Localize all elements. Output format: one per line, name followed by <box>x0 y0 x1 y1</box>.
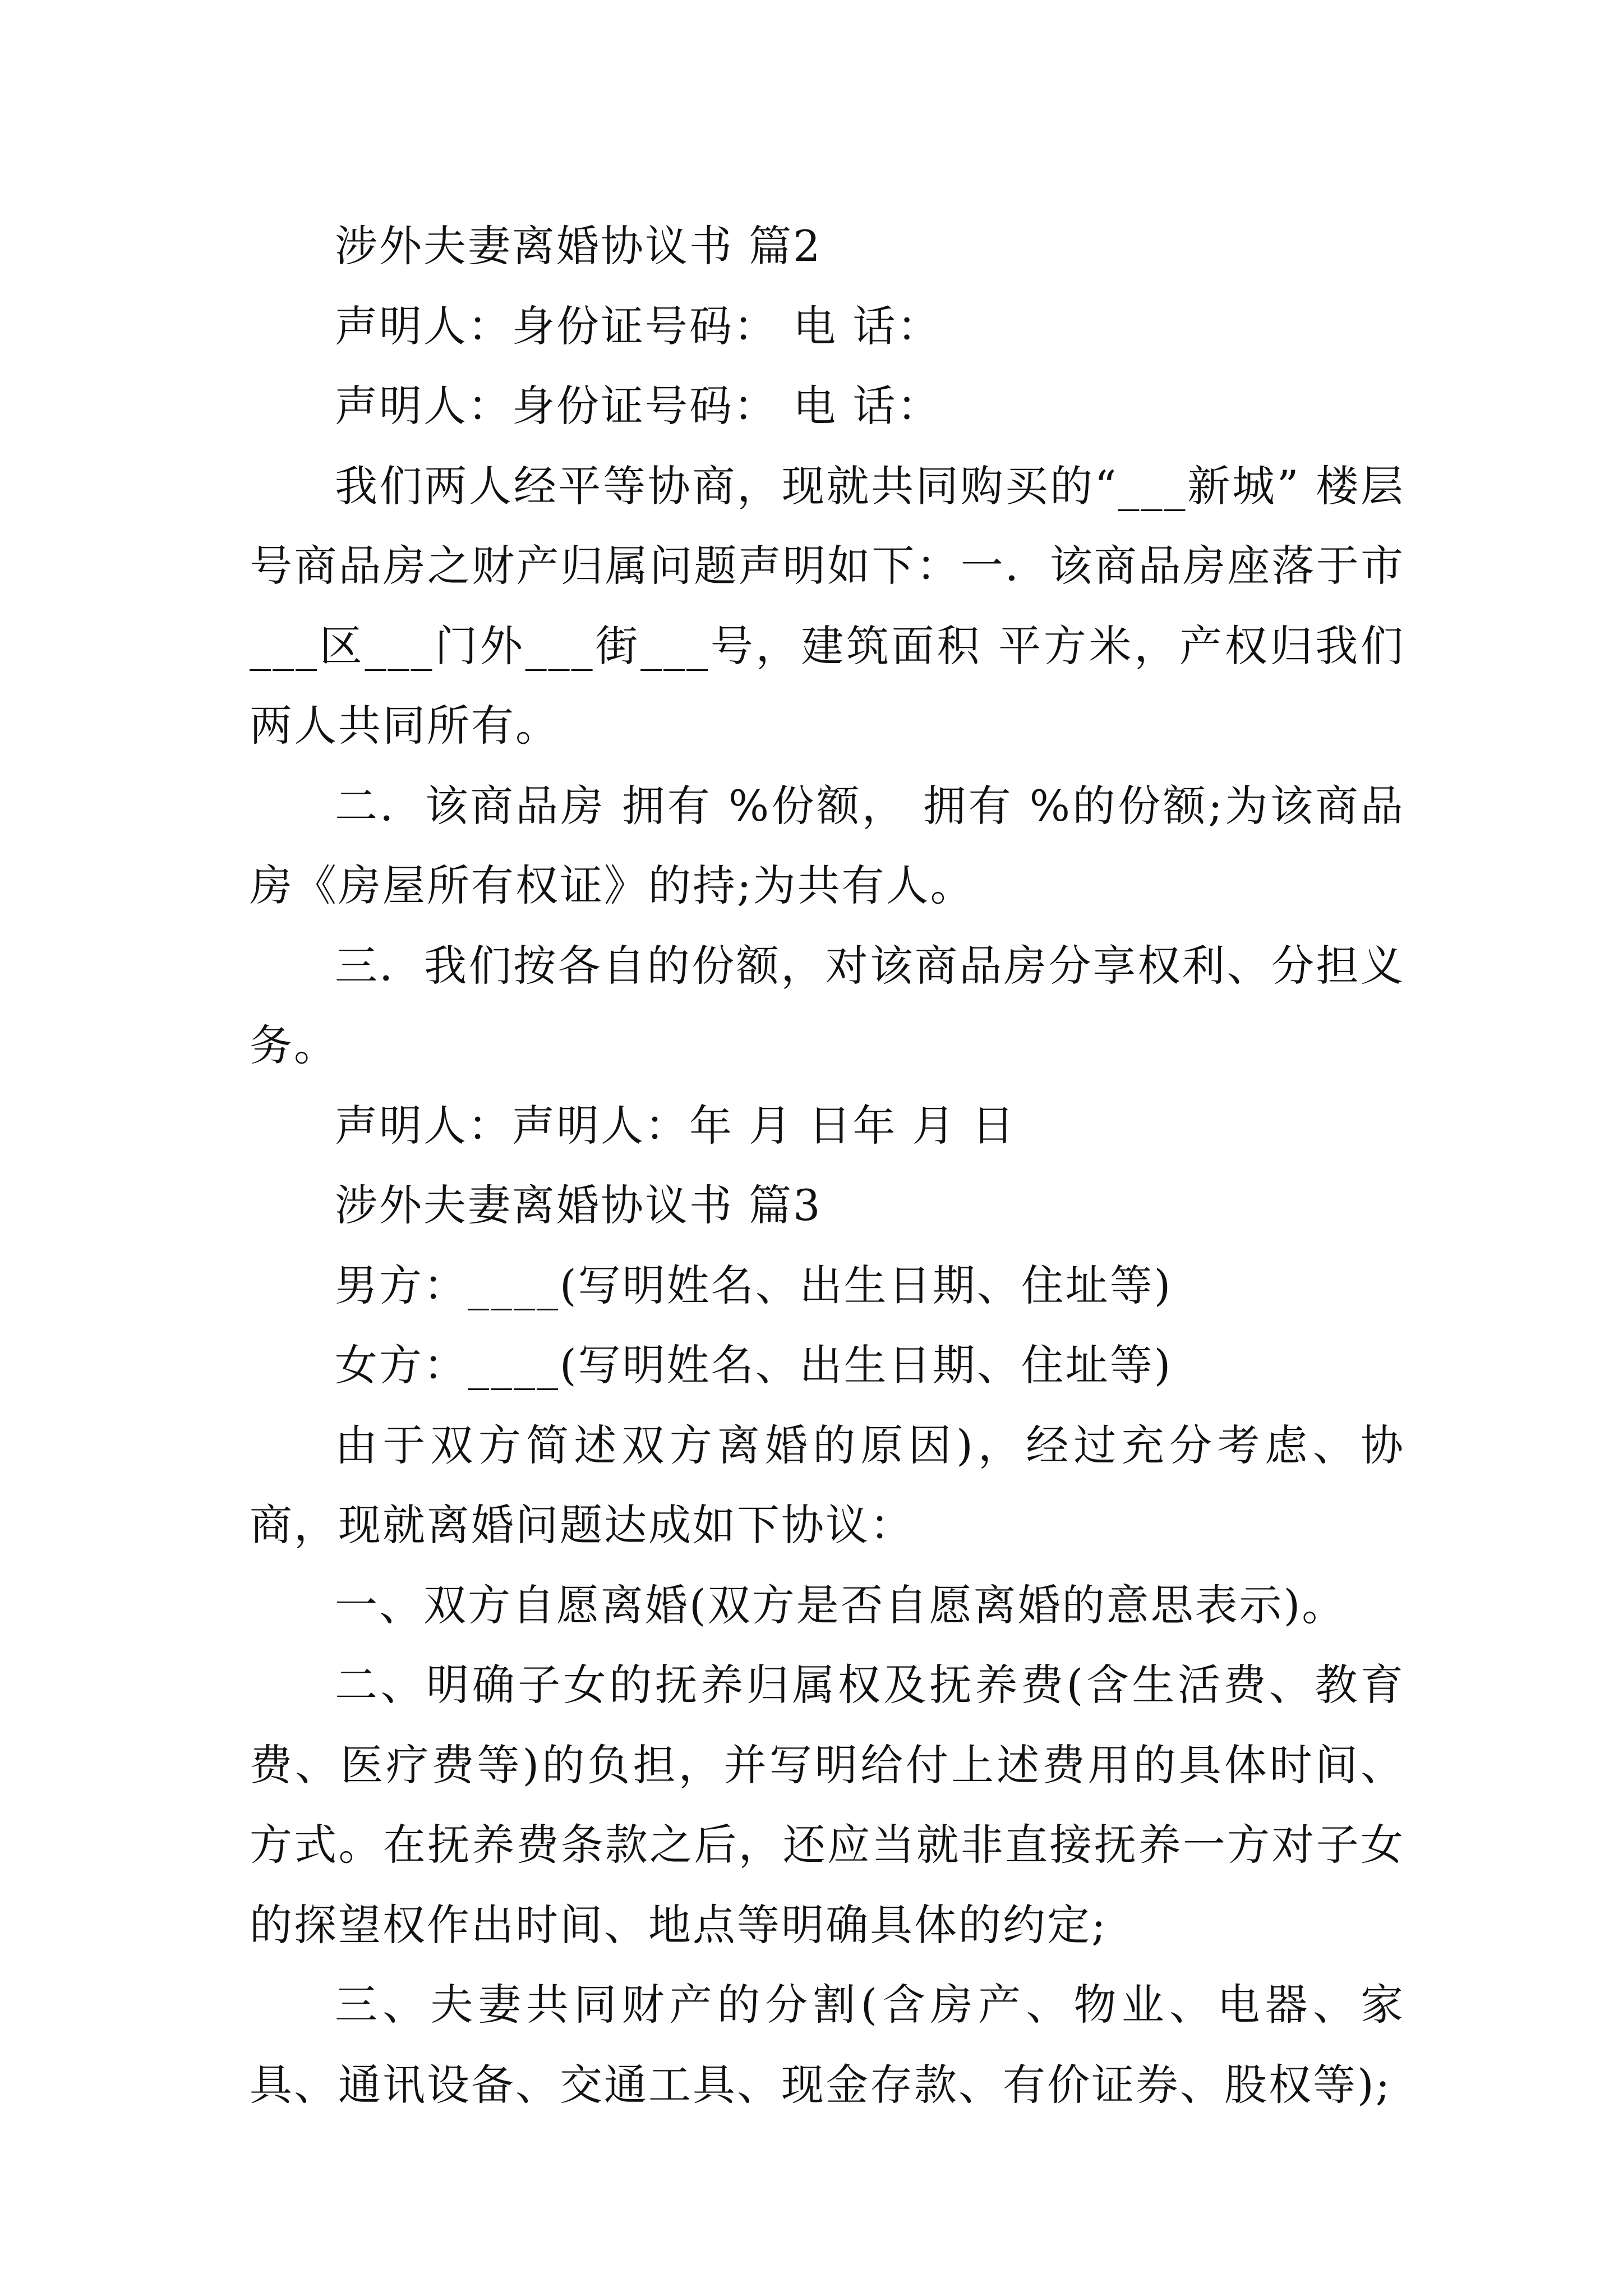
declarant-line-2: 声明人：身份证号码： 电 话： <box>335 381 942 431</box>
ownership-share-paragraph: 二．该商品房 拥有 %份额， 拥有 %的份额;为该商品房《房屋所有权证》的持;为共有人。 <box>250 780 1405 910</box>
property-statement-paragraph: 我们两人经平等协商，现就共同购买的“___新城” 楼层 号商品房之财产归属问题声明如下：一．该商品房座落于市___区___门外___街___号，建筑面积 平方米，产权归我们两人共同所有。 <box>250 461 1405 751</box>
signature-date-line: 声明人：声明人：年 月 日年 月 日 <box>335 1100 1016 1151</box>
section-heading-3: 涉外夫妻离婚协议书 篇3 <box>335 1180 822 1230</box>
clause-3-paragraph: 三、夫妻共同财产的分割(含房产、物业、电器、家具、通讯设备、交通工具、现金存款、有价证券、股权等); <box>250 1980 1405 2110</box>
clause-2-paragraph: 二、明确子女的抚养归属权及抚养费(含生活费、教育费、医疗费等)的负担，并写明给付上述费用的具体时间、方式。在抚养费条款之后，还应当就非直接抚养一方对子女的探望权作出时间、地点等明确具体的约定; <box>250 1660 1405 1950</box>
rights-obligations-paragraph: 三．我们按各自的份额，对该商品房分享权利、分担义务。 <box>250 940 1405 1070</box>
document-body <box>250 206 1405 2125</box>
divorce-reason-paragraph: 由于双方简述双方离婚的原因)，经过充分考虑、协商，现就离婚问题达成如下协议： <box>250 1420 1405 1550</box>
male-party-line: 男方：____(写明姓名、出生日期、住址等) <box>335 1260 1173 1310</box>
declarant-line-1: 声明人：身份证号码： 电 话： <box>335 301 942 351</box>
female-party-line: 女方：____(写明姓名、出生日期、住址等) <box>335 1340 1173 1390</box>
section-heading-2: 涉外夫妻离婚协议书 篇2 <box>335 221 822 271</box>
clause-1-paragraph: 一、双方自愿离婚(双方是否自愿离婚的意思表示)。 <box>335 1580 1347 1630</box>
